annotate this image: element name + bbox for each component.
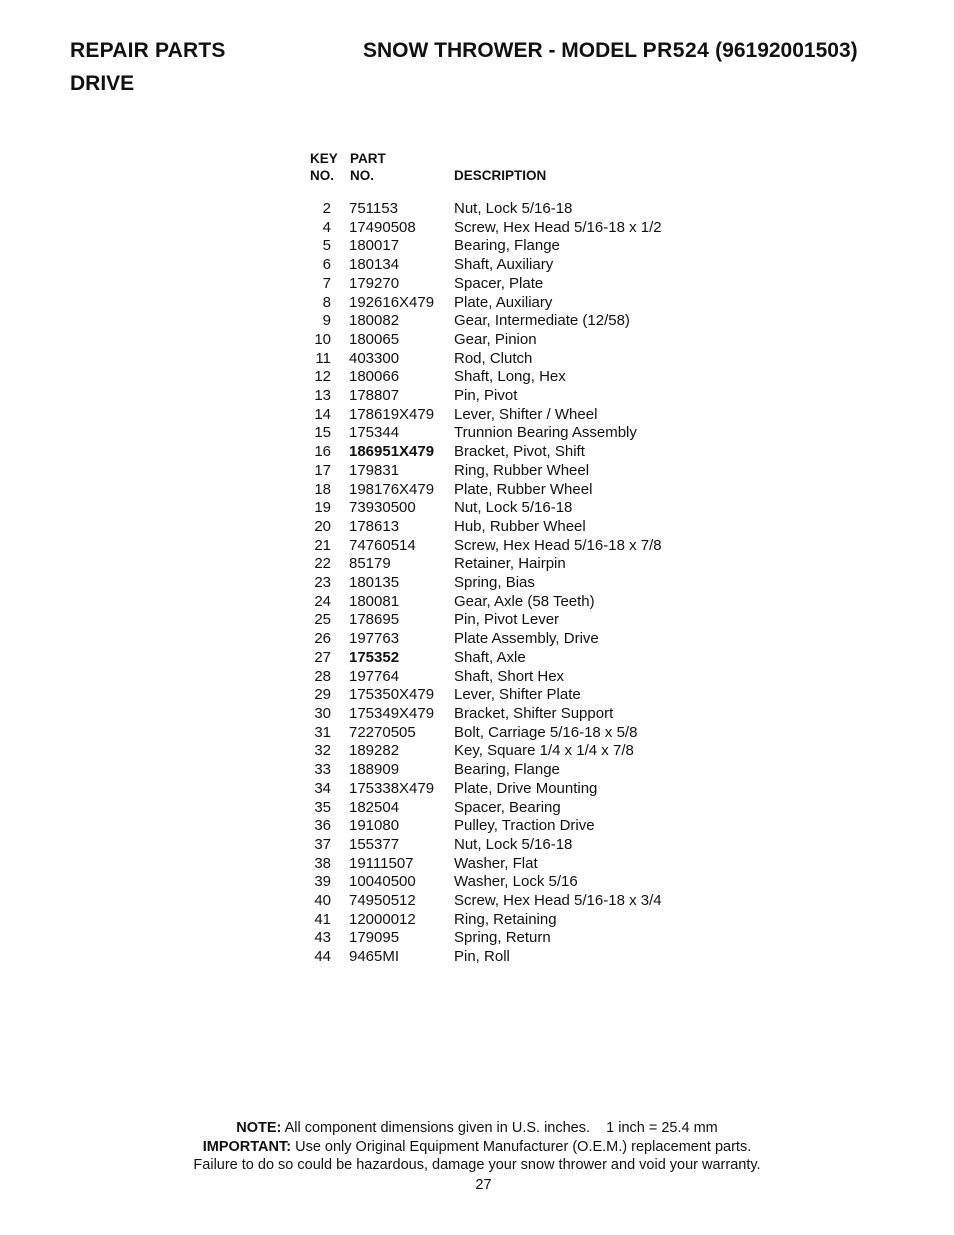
parts-row xyxy=(300,537,662,556)
parts-row xyxy=(300,873,662,892)
key-no: 43 xyxy=(314,929,331,947)
key-no: 31 xyxy=(314,723,331,741)
key-no: 29 xyxy=(314,686,331,704)
description: Bearing, Flange xyxy=(454,237,560,255)
key-no: 10 xyxy=(314,330,331,348)
part-no: 73930500 xyxy=(349,499,416,517)
page-number: 27 xyxy=(475,1177,492,1193)
description: Rod, Clutch xyxy=(454,349,533,367)
part-no: 180135 xyxy=(349,574,400,592)
key-no: 21 xyxy=(314,536,331,554)
parts-row xyxy=(300,948,662,967)
model-code: (96192001503) xyxy=(715,39,858,62)
description: Retainer, Hairpin xyxy=(454,555,566,573)
key-no: 11 xyxy=(315,349,331,367)
parts-row xyxy=(300,312,662,331)
part-no: 197763 xyxy=(349,630,400,648)
page-header-model xyxy=(363,39,858,63)
key-no: 33 xyxy=(314,761,331,779)
parts-row xyxy=(300,593,662,612)
part-no: 180082 xyxy=(349,312,400,330)
description: Gear, Pinion xyxy=(454,330,537,348)
parts-row xyxy=(300,574,662,593)
part-no: 179095 xyxy=(349,929,400,947)
description: Bolt, Carriage 5/16-18 x 5/8 xyxy=(454,723,638,741)
key-no: 34 xyxy=(314,779,331,797)
description: Shaft, Long, Hex xyxy=(454,368,566,386)
description: Shaft, Short Hex xyxy=(454,667,565,685)
part-no: 175349X479 xyxy=(349,704,435,722)
note-line xyxy=(0,1119,954,1138)
part-no: 74760514 xyxy=(349,536,416,554)
description: Pin, Pivot Lever xyxy=(454,611,560,629)
part-no: 403300 xyxy=(349,349,400,367)
model-name: PR524 xyxy=(642,39,710,62)
parts-row xyxy=(300,256,662,275)
description: Nut, Lock 5/16-18 xyxy=(454,499,573,517)
parts-row xyxy=(300,387,662,406)
part-no: 175344 xyxy=(349,424,400,442)
key-no: 14 xyxy=(314,405,331,423)
key-no: 8 xyxy=(322,293,331,311)
parts-row xyxy=(300,481,662,500)
parts-row xyxy=(300,705,662,724)
key-no: 6 xyxy=(322,256,331,274)
key-no: 37 xyxy=(314,835,331,853)
parts-row xyxy=(300,724,662,743)
description: Shaft, Auxiliary xyxy=(454,256,554,274)
parts-table-body xyxy=(300,200,662,967)
parts-row xyxy=(300,742,662,761)
key-no: 13 xyxy=(314,387,331,405)
part-no: 180017 xyxy=(349,237,400,255)
part-no: 189282 xyxy=(349,742,400,760)
key-no: 19 xyxy=(314,499,331,517)
key-no: 40 xyxy=(314,892,331,910)
description: Plate, Rubber Wheel xyxy=(454,480,593,498)
description: Plate Assembly, Drive xyxy=(454,630,599,648)
description: Washer, Lock 5/16 xyxy=(454,873,578,891)
description: Lever, Shifter / Wheel xyxy=(454,405,598,423)
part-no: 72270505 xyxy=(349,723,416,741)
warning-line: Failure to do so could be hazardous, damage your snow thrower and void your warranty. xyxy=(193,1157,761,1173)
key-no: 27 xyxy=(314,648,331,666)
model-prefix: SNOW THROWER - MODEL xyxy=(363,39,637,62)
part-no: 178619X479 xyxy=(349,405,435,423)
description: Gear, Axle (58 Teeth) xyxy=(454,592,595,610)
part-no: 155377 xyxy=(349,835,400,853)
parts-row xyxy=(300,424,662,443)
parts-row xyxy=(300,406,662,425)
key-no: 18 xyxy=(314,480,331,498)
description: Spring, Return xyxy=(454,929,551,947)
part-no: 186951X479 xyxy=(349,443,435,461)
description: Pulley, Traction Drive xyxy=(454,817,595,835)
description: Ring, Retaining xyxy=(454,910,557,928)
description: Bearing, Flange xyxy=(454,761,560,779)
description: Plate, Drive Mounting xyxy=(454,779,598,797)
part-no: 175350X479 xyxy=(349,686,435,704)
part-no: 180081 xyxy=(349,592,400,610)
important-line xyxy=(0,1138,954,1157)
key-no: 16 xyxy=(314,443,331,461)
description: Gear, Intermediate (12/58) xyxy=(454,312,630,330)
part-no: 198176X479 xyxy=(349,480,435,498)
description: Plate, Auxiliary xyxy=(454,293,553,311)
parts-row xyxy=(300,237,662,256)
part-no: 197764 xyxy=(349,667,400,685)
description: Lever, Shifter Plate xyxy=(454,686,581,704)
parts-row xyxy=(300,294,662,313)
footer-notes xyxy=(0,1119,954,1175)
parts-row xyxy=(300,443,662,462)
key-no: 30 xyxy=(314,704,331,722)
key-no: 32 xyxy=(314,742,331,760)
part-no: 178613 xyxy=(349,517,400,535)
part-no: 180066 xyxy=(349,368,400,386)
part-no: 191080 xyxy=(349,817,400,835)
part-no: 175338X479 xyxy=(349,779,435,797)
part-no: 179270 xyxy=(349,274,400,292)
part-no: 74950512 xyxy=(349,892,416,910)
section-title: DRIVE xyxy=(70,72,135,95)
key-no: 7 xyxy=(322,274,331,292)
description: Ring, Rubber Wheel xyxy=(454,461,590,479)
part-no: 180065 xyxy=(349,330,400,348)
important-text: Use only Original Equipment Manufacturer (O.E.M.) replacement parts. xyxy=(295,1138,752,1155)
key-no: 4 xyxy=(322,218,331,236)
key-no: 15 xyxy=(314,424,331,442)
parts-row xyxy=(300,368,662,387)
part-no: 12000012 xyxy=(349,910,416,928)
part-no: 182504 xyxy=(349,798,400,816)
part-no: 192616X479 xyxy=(349,293,435,311)
description: Spring, Bias xyxy=(454,574,535,592)
description: Hub, Rubber Wheel xyxy=(454,517,586,535)
description: Nut, Lock 5/16-18 xyxy=(454,835,573,853)
parts-row xyxy=(300,761,662,780)
parts-row xyxy=(300,799,662,818)
part-no: 9465MI xyxy=(349,948,400,966)
parts-row xyxy=(300,200,662,219)
parts-row xyxy=(300,630,662,649)
key-no: 39 xyxy=(314,873,331,891)
parts-row xyxy=(300,462,662,481)
parts-row xyxy=(300,855,662,874)
part-no: 180134 xyxy=(349,256,400,274)
key-no: 24 xyxy=(314,592,331,610)
parts-row xyxy=(300,518,662,537)
parts-row xyxy=(300,219,662,238)
key-no: 41 xyxy=(314,910,331,928)
part-no: 10040500 xyxy=(349,873,416,891)
description: Spacer, Plate xyxy=(454,274,544,292)
description: Washer, Flat xyxy=(454,854,538,872)
part-no: 17490508 xyxy=(349,218,416,236)
part-no: 179831 xyxy=(349,461,400,479)
parts-row xyxy=(300,350,662,369)
part-no: 85179 xyxy=(349,555,391,573)
part-no: 175352 xyxy=(349,648,400,666)
description: Spacer, Bearing xyxy=(454,798,561,816)
part-no: 751153 xyxy=(349,200,398,217)
column-header-key-no: KEY NO. xyxy=(310,151,338,183)
description: Bracket, Shifter Support xyxy=(454,704,614,722)
description: Key, Square 1/4 x 1/4 x 7/8 xyxy=(454,742,634,760)
parts-row xyxy=(300,555,662,574)
key-no: 44 xyxy=(314,948,331,966)
key-no: 36 xyxy=(314,817,331,835)
column-header-part-no: PART NO. xyxy=(350,151,386,183)
description: Shaft, Axle xyxy=(454,648,526,666)
key-no: 12 xyxy=(314,368,331,386)
page-header-repair-parts: REPAIR PARTS xyxy=(70,39,226,62)
parts-row xyxy=(300,780,662,799)
key-no: 38 xyxy=(314,854,331,872)
parts-row xyxy=(300,275,662,294)
description: Screw, Hex Head 5/16-18 x 7/8 xyxy=(454,536,662,554)
key-no: 17 xyxy=(314,461,331,479)
important-label: IMPORTANT: xyxy=(202,1138,292,1155)
key-no: 20 xyxy=(314,517,331,535)
description: Bracket, Pivot, Shift xyxy=(454,443,585,461)
parts-row xyxy=(300,649,662,668)
parts-table xyxy=(300,200,662,967)
note-text: All component dimensions given in U.S. inches. 1 inch = 25.4 mm xyxy=(284,1120,718,1136)
parts-row xyxy=(300,817,662,836)
parts-row xyxy=(300,331,662,350)
description: Pin, Roll xyxy=(454,948,510,966)
part-no: 178807 xyxy=(349,387,400,405)
parts-row xyxy=(300,911,662,930)
description: Nut, Lock 5/16-18 xyxy=(454,200,573,217)
column-header-description: DESCRIPTION xyxy=(454,168,547,183)
key-no: 35 xyxy=(314,798,331,816)
parts-row xyxy=(300,892,662,911)
description: Trunnion Bearing Assembly xyxy=(454,424,637,442)
key-no: 5 xyxy=(322,237,331,255)
key-no: 2 xyxy=(322,200,331,217)
parts-row xyxy=(300,836,662,855)
part-no: 188909 xyxy=(349,761,400,779)
key-no: 26 xyxy=(314,630,331,648)
key-no: 28 xyxy=(314,667,331,685)
key-no: 25 xyxy=(314,611,331,629)
description: Screw, Hex Head 5/16-18 x 3/4 xyxy=(454,892,662,910)
part-no: 19111507 xyxy=(349,854,414,872)
key-no: 9 xyxy=(322,312,331,330)
description: Pin, Pivot xyxy=(454,387,518,405)
parts-row xyxy=(300,499,662,518)
note-label: NOTE: xyxy=(236,1120,282,1136)
description: Screw, Hex Head 5/16-18 x 1/2 xyxy=(454,218,662,236)
parts-row xyxy=(300,668,662,687)
parts-row xyxy=(300,686,662,705)
key-no: 22 xyxy=(314,555,331,573)
key-no: 23 xyxy=(314,574,331,592)
parts-row xyxy=(300,611,662,630)
parts-row xyxy=(300,929,662,948)
part-no: 178695 xyxy=(349,611,400,629)
